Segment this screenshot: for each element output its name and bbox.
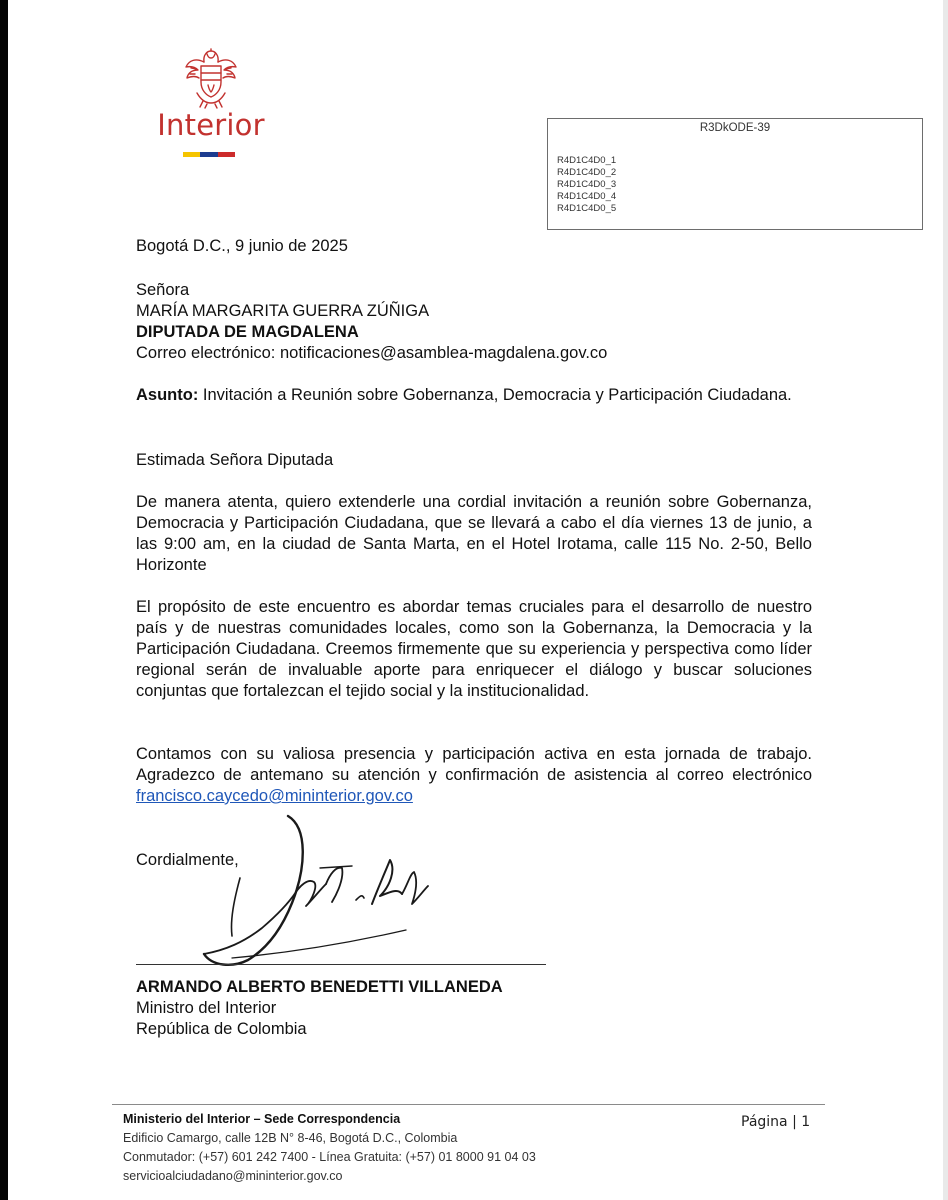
- signer-block: [136, 977, 812, 1040]
- signer-country: República de Colombia: [136, 1020, 307, 1038]
- paragraph-purpose: El propósito de este encuentro es abordar temas cruciales para el desarrollo de nuestro país y de nuestras comunidades locales, como son la Gobernanza, la Democracia y la Participación Ciudadana. Creemos firmemente que su experiencia y perspectiva como líder regional serán de invaluable aporte para enriquecer el diálogo y buscar soluciones conjuntas que fortalezcan el tejido social y la institucionalidad.: [136, 598, 812, 700]
- paragraph-invitation: De manera atenta, quiero extenderle una cordial invitación a reunión sobre Gobernanza, Democracia y Participación Ciudadana, que se llevará a cabo el día viernes 13 de junio, a las 9:00 am, en la ciudad de Santa Marta, en el Hotel Irotama, calle 115 No. 2-50, Bello Horizonte: [136, 493, 812, 574]
- logo-wordmark: Interior: [157, 108, 265, 142]
- footer-address: Edificio Camargo, calle 12B N° 8-46, Bogotá D.C., Colombia: [123, 1131, 458, 1145]
- colombian-flag-stripe: [183, 152, 235, 157]
- signer-name: ARMANDO ALBERTO BENEDETTI VILLANEDA: [136, 978, 503, 996]
- confirmation-text: Contamos con su valiosa presencia y participación activa en esta jornada de trabajo. Agradezco de antemano su atención y confirmación de asistencia al correo electrónico: [136, 745, 812, 784]
- subject-text: Invitación a Reunión sobre Gobernanza, Democracia y Participación Ciudadana.: [202, 386, 792, 404]
- registry-line: R4D1C4D0_2: [557, 167, 617, 178]
- paragraph-confirmation: [136, 744, 812, 807]
- flag-blue: [200, 152, 217, 157]
- recipient-title: DIPUTADA DE MAGDALENA: [136, 323, 359, 341]
- signer-role: Ministro del Interior: [136, 999, 277, 1017]
- footer-email: servicioalciudadano@mininterior.gov.co: [123, 1169, 343, 1183]
- page-number: Página | 1: [741, 1114, 811, 1130]
- footer-divider: [112, 1104, 825, 1105]
- registry-line: R4D1C4D0_1: [557, 155, 617, 166]
- recipient-email: Correo electrónico: notificaciones@asamblea-magdalena.gov.co: [136, 344, 608, 362]
- registry-code: R3DkODE-39: [699, 122, 771, 134]
- contact-email-link[interactable]: francisco.caycedo@mininterior.gov.co: [136, 787, 413, 805]
- registry-lines: [557, 155, 616, 215]
- scan-right-edge: [943, 0, 948, 1200]
- place-date: Bogotá D.C., 9 junio de 2025: [136, 237, 348, 255]
- subject-line: [136, 385, 812, 406]
- footer-phones: Conmutador: (+57) 601 242 7400 - Línea Gratuita: (+57) 01 8000 91 04 03: [123, 1150, 536, 1164]
- registry-line: R4D1C4D0_3: [557, 179, 617, 190]
- subject-label: Asunto:: [136, 386, 199, 404]
- footer-organization: Ministerio del Interior – Sede Correspondencia: [123, 1112, 401, 1126]
- registry-line: R4D1C4D0_5: [557, 203, 617, 214]
- closing: Cordialmente,: [136, 851, 239, 869]
- registry-stamp-box: [547, 118, 923, 230]
- coat-of-arms-icon: [183, 48, 239, 110]
- scan-left-edge: [0, 0, 8, 1200]
- signature-line: [136, 964, 546, 965]
- recipient-salutation: Señora: [136, 281, 190, 299]
- flag-yellow: [183, 152, 200, 157]
- recipient-name: MARÍA MARGARITA GUERRA ZÚÑIGA: [136, 302, 430, 320]
- recipient-block: [136, 280, 812, 364]
- footer: [123, 1110, 536, 1186]
- flag-red: [218, 152, 235, 157]
- registry-line: R4D1C4D0_4: [557, 191, 617, 202]
- ministry-logo: [150, 48, 272, 160]
- handwritten-signature: [196, 808, 466, 978]
- greeting: Estimada Señora Diputada: [136, 451, 334, 469]
